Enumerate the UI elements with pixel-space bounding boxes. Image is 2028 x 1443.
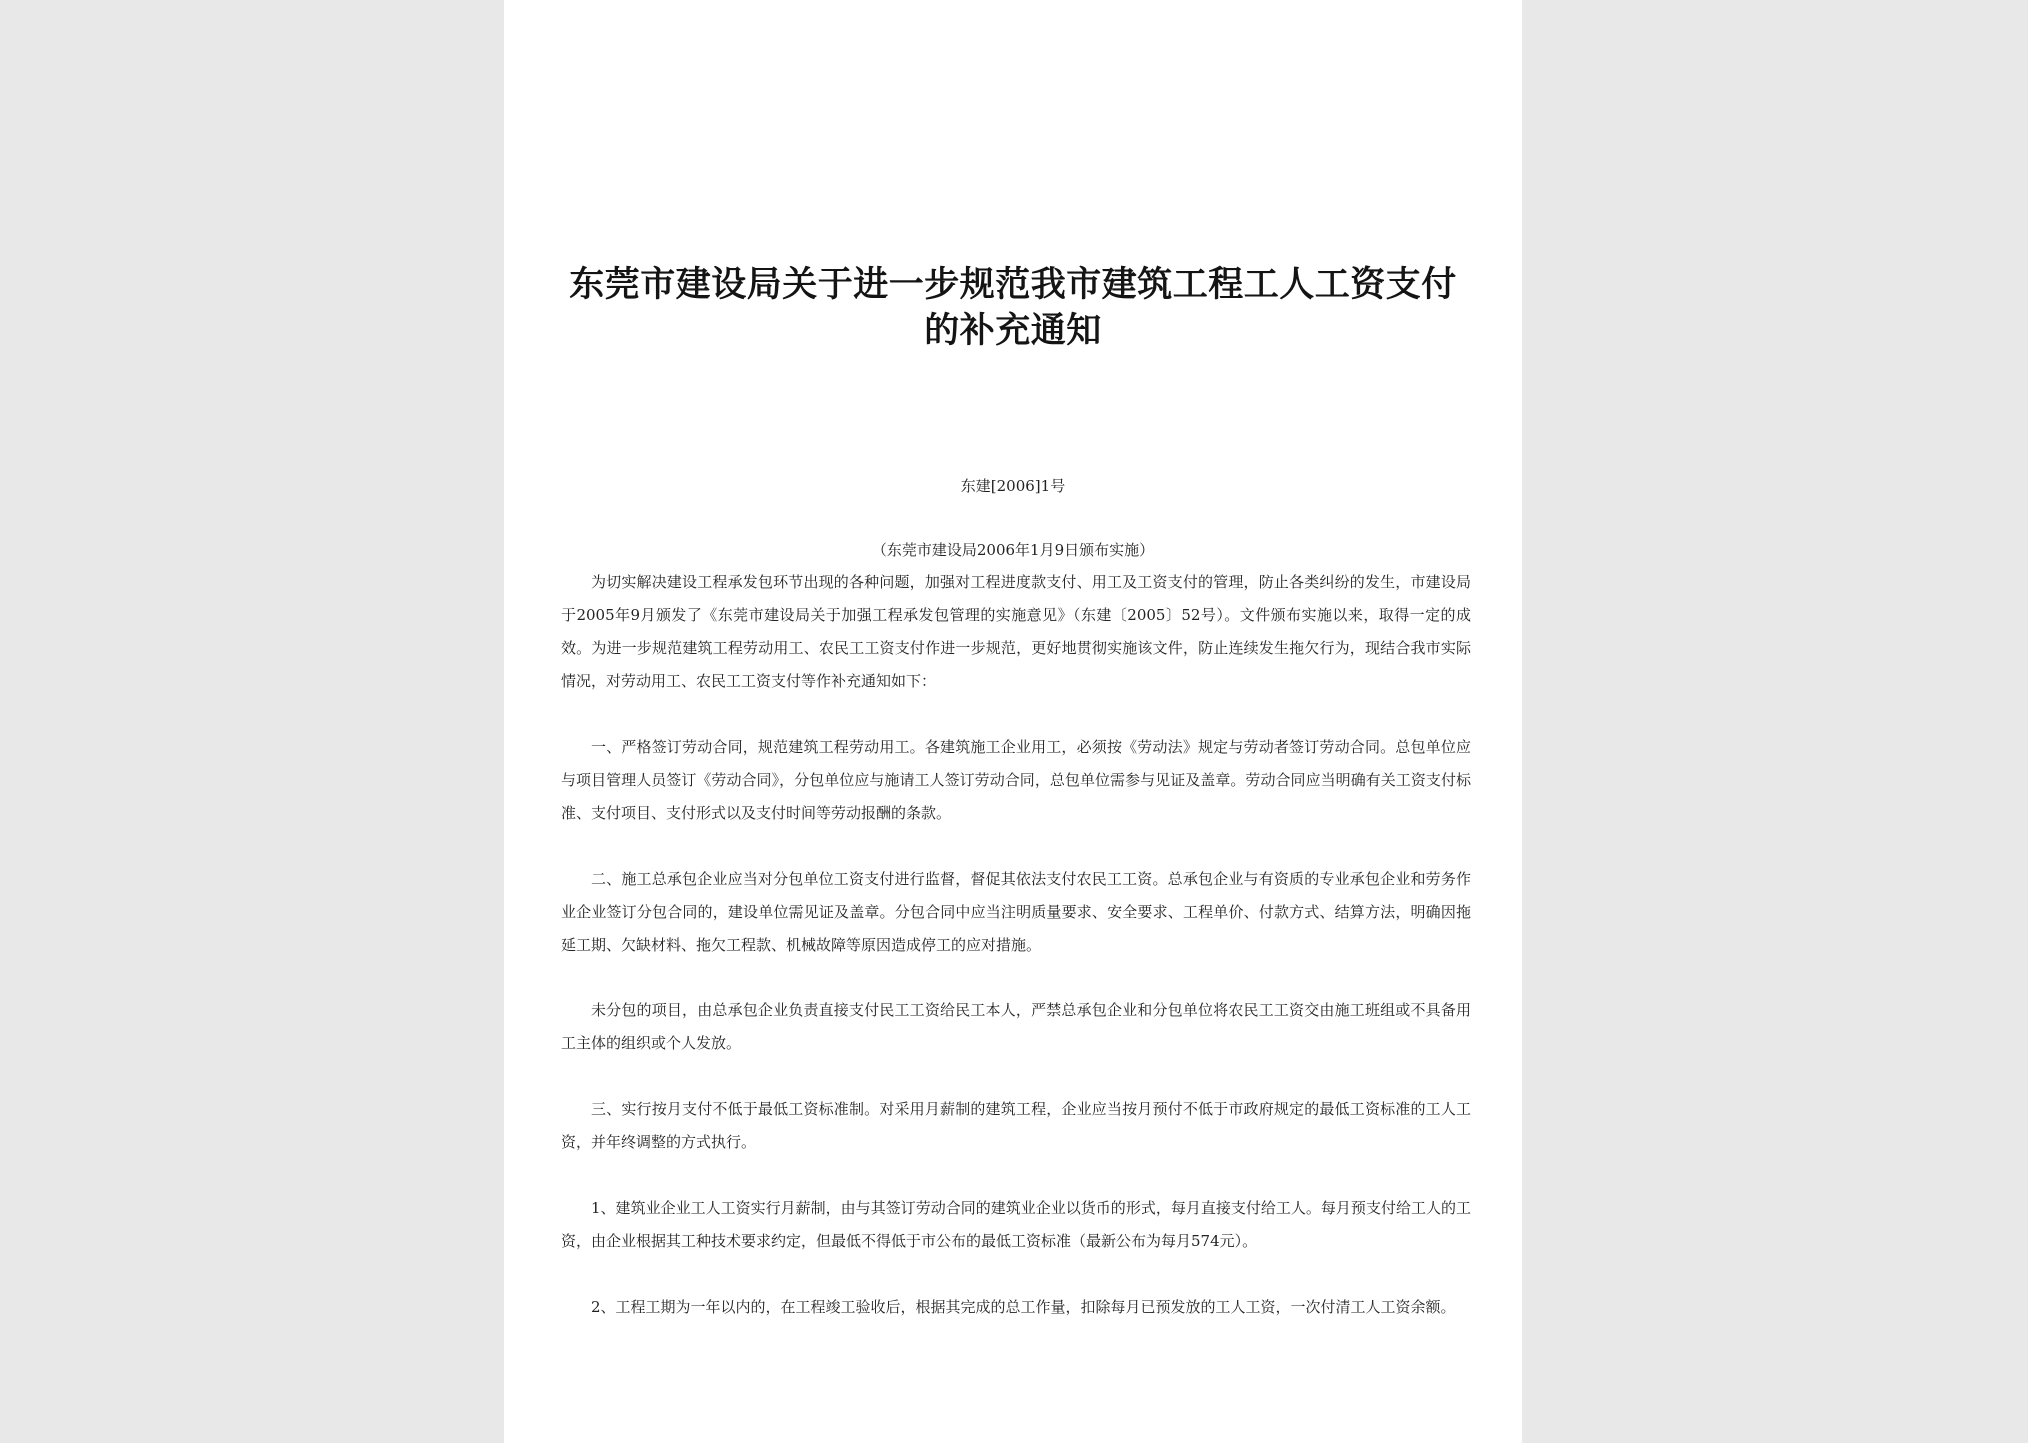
document-title: 东莞市建设局关于进一步规范我市建筑工程工人工资支付的补充通知: [569, 265, 1457, 351]
document-number: 东建[2006]1号: [960, 477, 1066, 495]
paragraph-section-3: 三、实行按月支付不低于最低工资标准制。对采用月薪制的建筑工程，企业应当按月预付不低于市政府规定的最低工资标准的工人工资，并年终调整的方式执行。: [561, 1100, 1471, 1151]
paragraph-item-2: 2、工程工期为一年以内的，在工程竣工验收后，根据其完成的总工作量，扣除每月已预发放的工人工资，一次付清工人工资余额。: [591, 1298, 1456, 1316]
promulgation-note: （东莞市建设局2006年1月9日颁布实施）: [871, 541, 1155, 559]
paragraph-section-2-note: 未分包的项目，由总承包企业负责直接支付民工工资给民工本人，严禁总承包企业和分包单位将农民工工资交由施工班组或不具备用工主体的组织或个人发放。: [561, 1001, 1471, 1052]
paragraph-intro: 为切实解决建设工程承发包环节出现的各种问题，加强对工程进度款支付、用工及工资支付的管理，防止各类纠纷的发生，市建设局于2005年9月颁发了《东莞市建设局关于加强工程承发包管理的实施意见》（东建〔2005〕52号）。文件颁布实施以来，取得一定的成效。为进一步规范建筑工程劳动用工、农民工工资支付作进一步规范，更好地贯彻实施该文件，防止连续发生拖欠行为，现结合我市实际情况，对劳动用工、农民工工资支付等作补充通知如下：: [561, 573, 1471, 690]
paragraph-section-1: 一、严格签订劳动合同，规范建筑工程劳动用工。各建筑施工企业用工，必须按《劳动法》规定与劳动者签订劳动合同。总包单位应与项目管理人员签订《劳动合同》，分包单位应与施请工人签订劳动合同，总包单位需参与见证及盖章。劳动合同应当明确有关工资支付标准、支付项目、支付形式以及支付时间等劳动报酬的条款。: [561, 738, 1471, 822]
paragraph-section-2: 二、施工总承包企业应当对分包单位工资支付进行监督，督促其依法支付农民工工资。总承包企业与有资质的专业承包企业和劳务作业企业签订分包合同的，建设单位需见证及盖章。分包合同中应当注明质量要求、安全要求、工程单价、付款方式、结算方法，明确因拖延工期、欠缺材料、拖欠工程款、机械故障等原因造成停工的应对措施。: [561, 870, 1471, 954]
paragraph-item-1: 1、建筑业企业工人工资实行月薪制，由与其签订劳动合同的建筑业企业以货币的形式，每月直接支付给工人。每月预支付给工人的工资，由企业根据其工种技术要求约定，但最低不得低于市公布的最低工资标准（最新公布为每月574元）。: [561, 1199, 1471, 1250]
document-page: [504, 0, 1522, 1443]
